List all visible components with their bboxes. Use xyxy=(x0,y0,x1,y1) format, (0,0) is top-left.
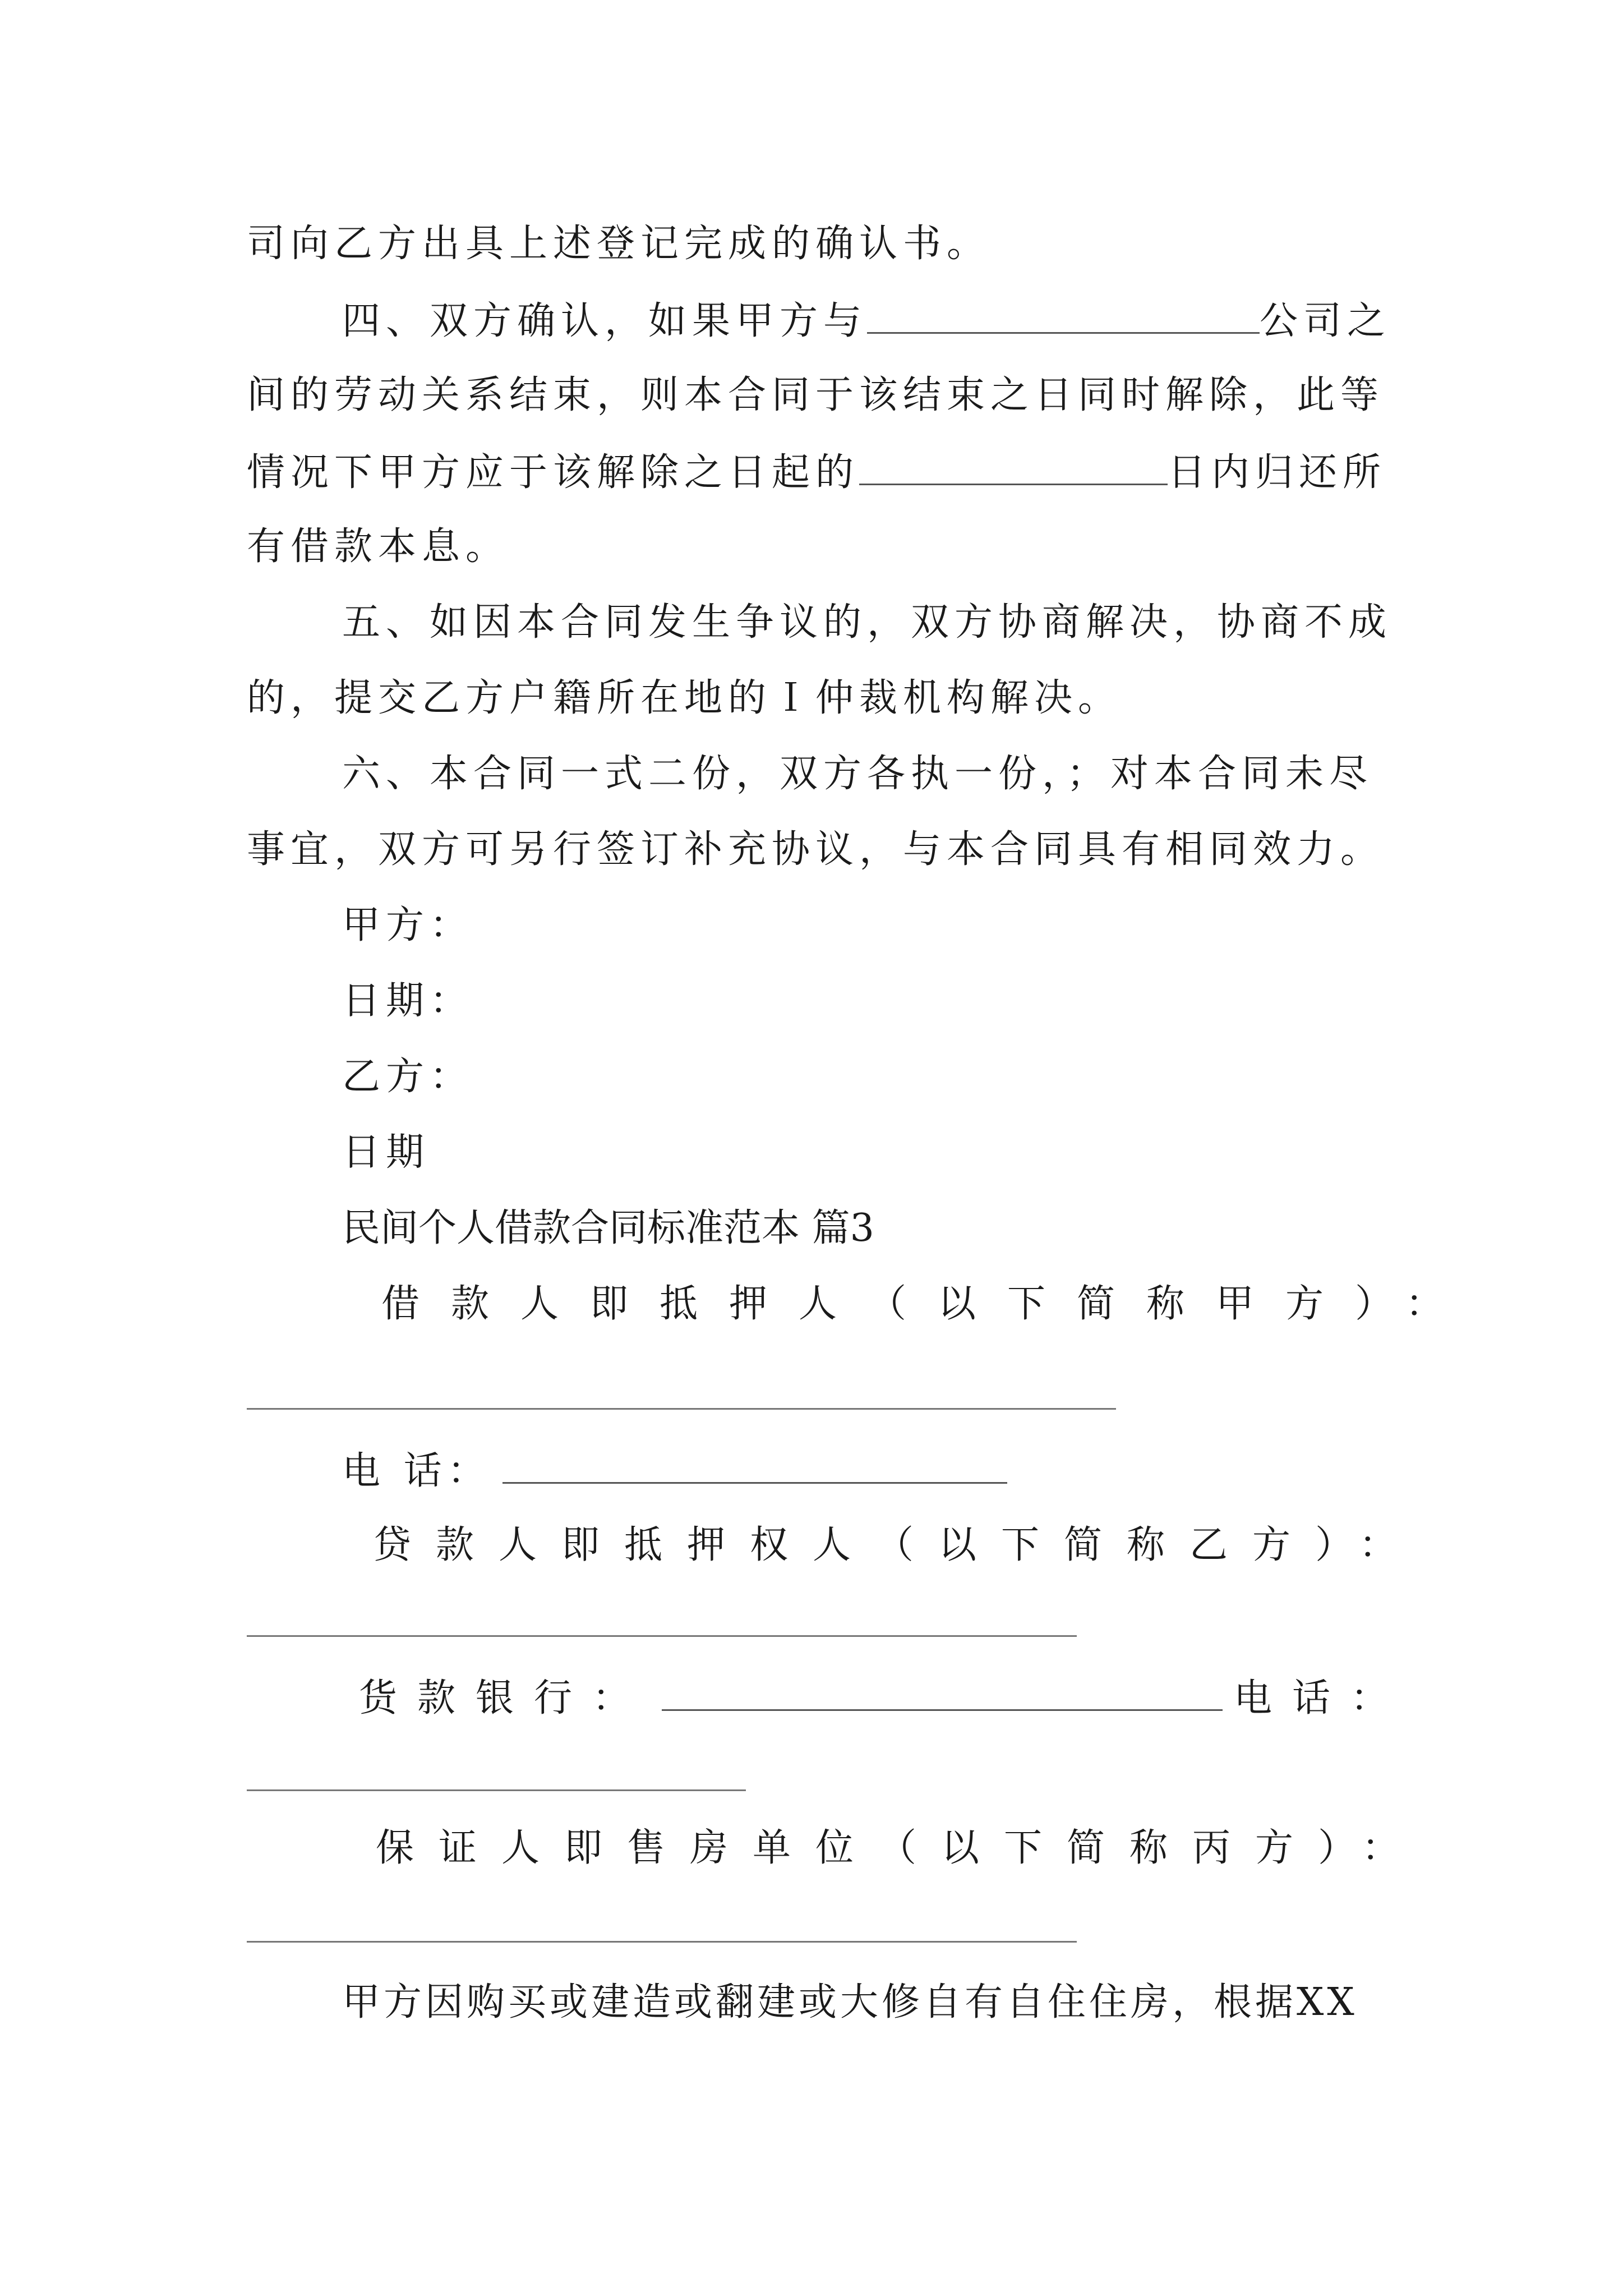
date-label: 日期： xyxy=(342,979,474,1023)
days-blank[interactable] xyxy=(859,443,1168,485)
party-b-label: 乙方： xyxy=(342,1055,474,1099)
paragraph-text: 情况下甲方应于该解除之日起的 xyxy=(247,450,860,495)
bank-blank[interactable] xyxy=(662,1669,1223,1711)
company-blank[interactable] xyxy=(867,292,1260,334)
clause-6-line: 六、本合同一式二份，双方各执一份，；对本合同未尽 xyxy=(342,752,1373,796)
clause-4-line xyxy=(342,292,1475,349)
bank-phone-label: 电话： xyxy=(1234,1676,1409,1720)
paragraph-line: 司向乙方出具上述登记完成的确认书。 xyxy=(247,222,991,266)
borrower-label: 借款人即抵押人（以下简称甲方）： xyxy=(381,1282,1476,1326)
clause-4-text-end: 公司之 xyxy=(1260,299,1391,343)
phone-label: 电 话： xyxy=(342,1449,491,1493)
phone-line xyxy=(342,1442,1475,1499)
bank-phone-blank[interactable] xyxy=(247,1789,746,1791)
bank-line xyxy=(359,1669,1492,1727)
paragraph-line: 事宜，双方可另行签订补充协议，与本合同具有相同效力。 xyxy=(247,827,1385,872)
party-a-label: 甲方： xyxy=(342,903,474,947)
paragraph-line: 有借款本息。 xyxy=(247,524,510,569)
borrower-line xyxy=(381,1276,1476,1332)
paragraph-line: 间的劳动关系结束，则本合同于该结束之日同时解除，此等 xyxy=(247,373,1385,417)
phone-blank[interactable] xyxy=(502,1442,1007,1484)
lender-blank[interactable] xyxy=(247,1635,1077,1637)
bank-label: 货款银行： xyxy=(359,1676,651,1720)
clause-4-text: 四、双方确认，如果甲方与 xyxy=(342,299,868,343)
paragraph-line xyxy=(247,443,1387,501)
section-heading: 民间个人借款合同标准范本 篇3 xyxy=(342,1206,874,1250)
date-label: 日期 xyxy=(342,1130,430,1175)
paragraph-line: 的，提交乙方户籍所在地的Ｉ仲裁机构解决。 xyxy=(247,676,1122,720)
borrower-blank[interactable] xyxy=(247,1408,1116,1410)
guarantor-blank[interactable] xyxy=(247,1941,1077,1943)
paragraph-text-end: 日内归还所 xyxy=(1168,450,1387,495)
clause-5-line: 五、如因本合同发生争议的，双方协商解决，协商不成 xyxy=(342,600,1393,645)
guarantor-label: 保证人即售房单位（以下简称丙方）： xyxy=(376,1826,1425,1870)
lender-label: 贷款人即抵押权人（以下简称乙方）： xyxy=(373,1523,1422,1567)
paragraph-line: 甲方因购买或建造或翻建或大修自有自住住房，根据XX xyxy=(342,1980,1358,2024)
